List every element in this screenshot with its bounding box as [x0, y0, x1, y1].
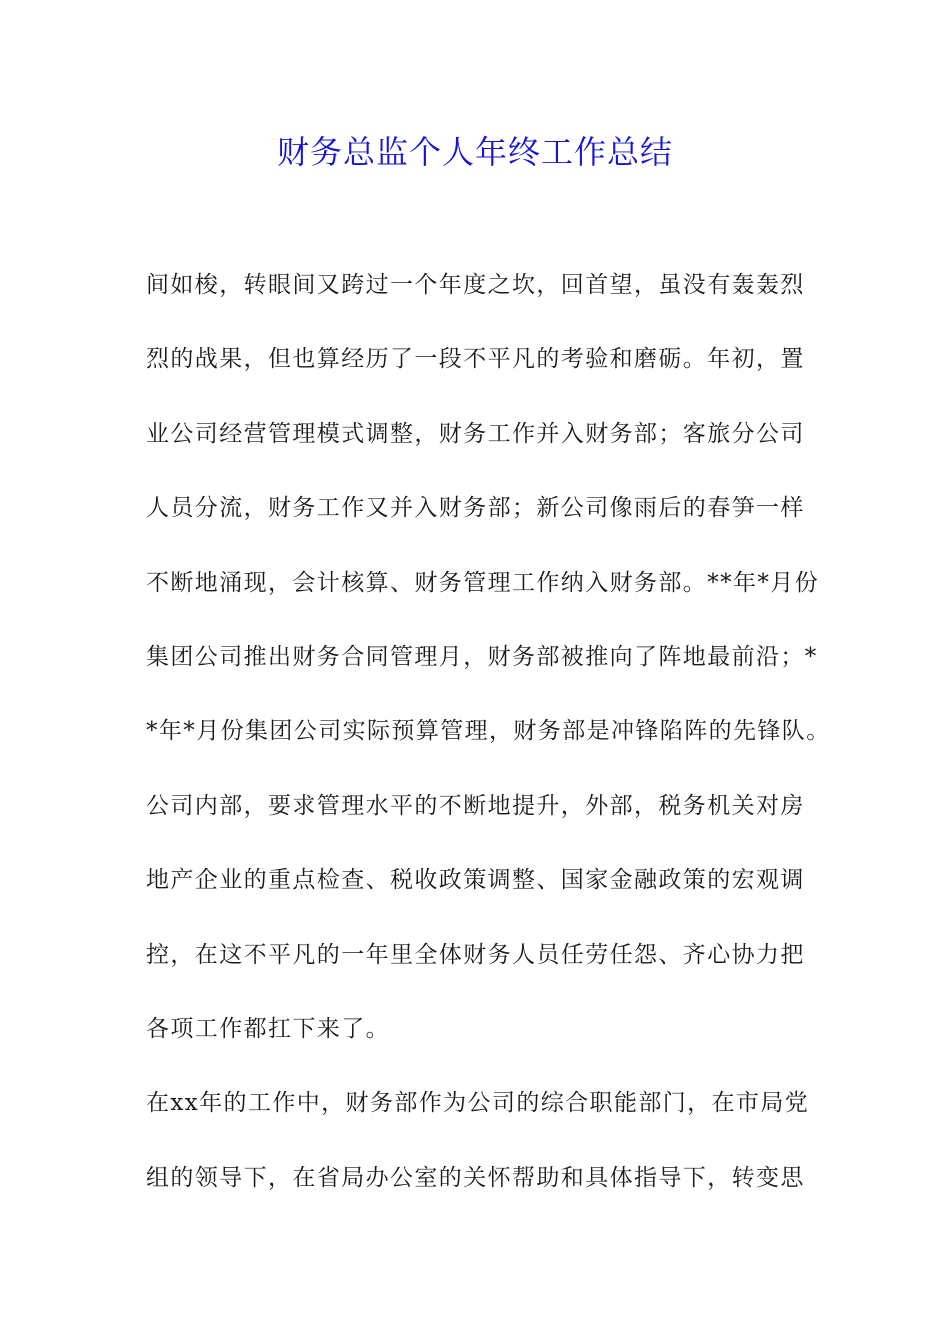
- body-line: 不断地涌现，会计核算、财务管理工作纳入财务部。**年*月份: [146, 569, 820, 596]
- document-body: [146, 263, 846, 1230]
- body-line: 各项工作都扛下来了。: [146, 1015, 390, 1042]
- body-line: 组的领导下，在省局办公室的关怀帮助和具体指导下，转变思: [146, 1164, 805, 1191]
- body-line: 在xx年的工作中，财务部作为公司的综合职能部门，在市局党: [146, 1090, 810, 1117]
- document-title: 财务总监个人年终工作总结: [276, 133, 673, 171]
- body-line: 人员分流，财务工作又并入财务部；新公司像雨后的春笋一样: [146, 495, 805, 522]
- body-line: 烈的战果，但也算经历了一段不平凡的考验和磨砺。年初，置: [146, 346, 805, 373]
- body-line: 业公司经营管理模式调整，财务工作并入财务部；客旅分公司: [146, 420, 805, 447]
- body-line: 间如梭，转眼间又跨过一个年度之坎，回首望，虽没有轰轰烈: [146, 272, 805, 298]
- body-line: *年*月份集团公司实际预算管理，财务部是冲锋陷阵的先锋队。: [146, 718, 831, 745]
- body-line: 公司内部，要求管理水平的不断地提升，外部，税务机关对房: [146, 792, 805, 819]
- body-line: 集团公司推出财务合同管理月，财务部被推向了阵地最前沿；*: [146, 643, 818, 670]
- body-line: 地产企业的重点检查、税收政策调整、国家金融政策的宏观调: [146, 867, 805, 894]
- body-line: 控，在这不平凡的一年里全体财务人员任劳任怨、齐心协力把: [146, 941, 805, 968]
